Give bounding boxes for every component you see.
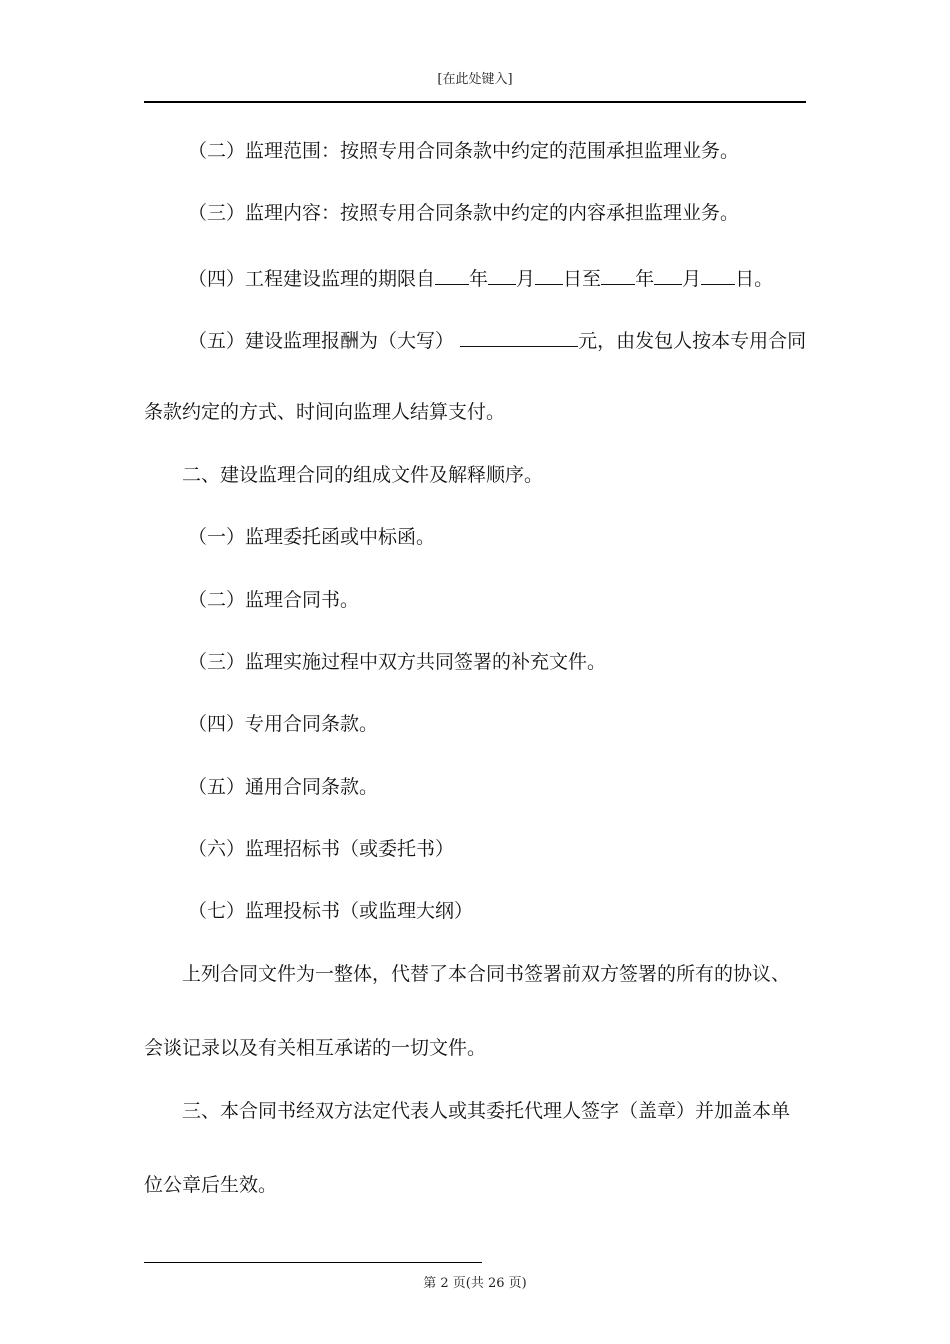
list-item-document-7: （七）监理投标书（或监理大纲）	[188, 900, 474, 922]
period-year-label: 年	[469, 268, 489, 290]
paragraph-whole-contract-cont: 会谈记录以及有关相互承诺的一切文件。	[144, 1037, 487, 1059]
paragraph-supervision-content: （三）监理内容：按照专用合同条款中约定的内容承担监理业务。	[188, 202, 740, 224]
period-month-label: 月	[516, 268, 536, 290]
blank-day-end[interactable]	[701, 264, 735, 285]
list-item-document-3: （三）监理实施过程中双方共同签署的补充文件。	[188, 651, 607, 673]
blank-fee-amount[interactable]	[460, 326, 578, 347]
period-year-end-label: 年	[635, 268, 655, 290]
blank-year-end[interactable]	[601, 264, 635, 285]
fee-suffix: 元，由发包人按本专用合同	[578, 330, 807, 352]
period-prefix: （四）工程建设监理的期限自	[188, 268, 436, 290]
blank-month-end[interactable]	[654, 264, 682, 285]
list-item-document-2: （二）监理合同书。	[188, 589, 360, 611]
blank-day-start[interactable]	[535, 264, 563, 285]
section-heading-effectiveness-cont: 位公章后生效。	[144, 1174, 278, 1196]
period-month-end-label: 月	[682, 268, 702, 290]
period-day-to-label: 日至	[563, 268, 602, 290]
paragraph-supervision-fee-cont: 条款约定的方式、时间向监理人结算支付。	[144, 401, 506, 423]
list-item-document-4: （四）专用合同条款。	[188, 713, 379, 735]
period-day-end-label: 日。	[735, 268, 774, 290]
header-divider	[144, 101, 806, 103]
fee-prefix: （五）建设监理报酬为（大写）	[188, 330, 455, 352]
blank-year-start[interactable]	[435, 264, 469, 285]
paragraph-whole-contract: 上列合同文件为一整体，代替了本合同书签署前双方签署的所有的协议、	[182, 963, 791, 985]
page-number: 第 2 页(共 26 页)	[423, 1276, 527, 1291]
paragraph-supervision-scope: （二）监理范围：按照专用合同条款中约定的范围承担监理业务。	[188, 140, 740, 162]
section-heading-effectiveness: 三、本合同书经双方法定代表人或其委托代理人签字（盖章）并加盖本单	[182, 1100, 791, 1122]
footer-divider	[144, 1262, 482, 1263]
section-heading-contract-documents: 二、建设监理合同的组成文件及解释顺序。	[182, 464, 544, 486]
paragraph-supervision-period	[144, 264, 852, 291]
list-item-document-5: （五）通用合同条款。	[188, 776, 379, 798]
paragraph-supervision-fee	[144, 326, 852, 353]
blank-month-start[interactable]	[488, 264, 516, 285]
page-header: [在此处键入]	[437, 72, 513, 87]
list-item-document-6: （六）监理招标书（或委托书）	[188, 838, 455, 860]
list-item-document-1: （一）监理委托函或中标函。	[188, 526, 436, 548]
